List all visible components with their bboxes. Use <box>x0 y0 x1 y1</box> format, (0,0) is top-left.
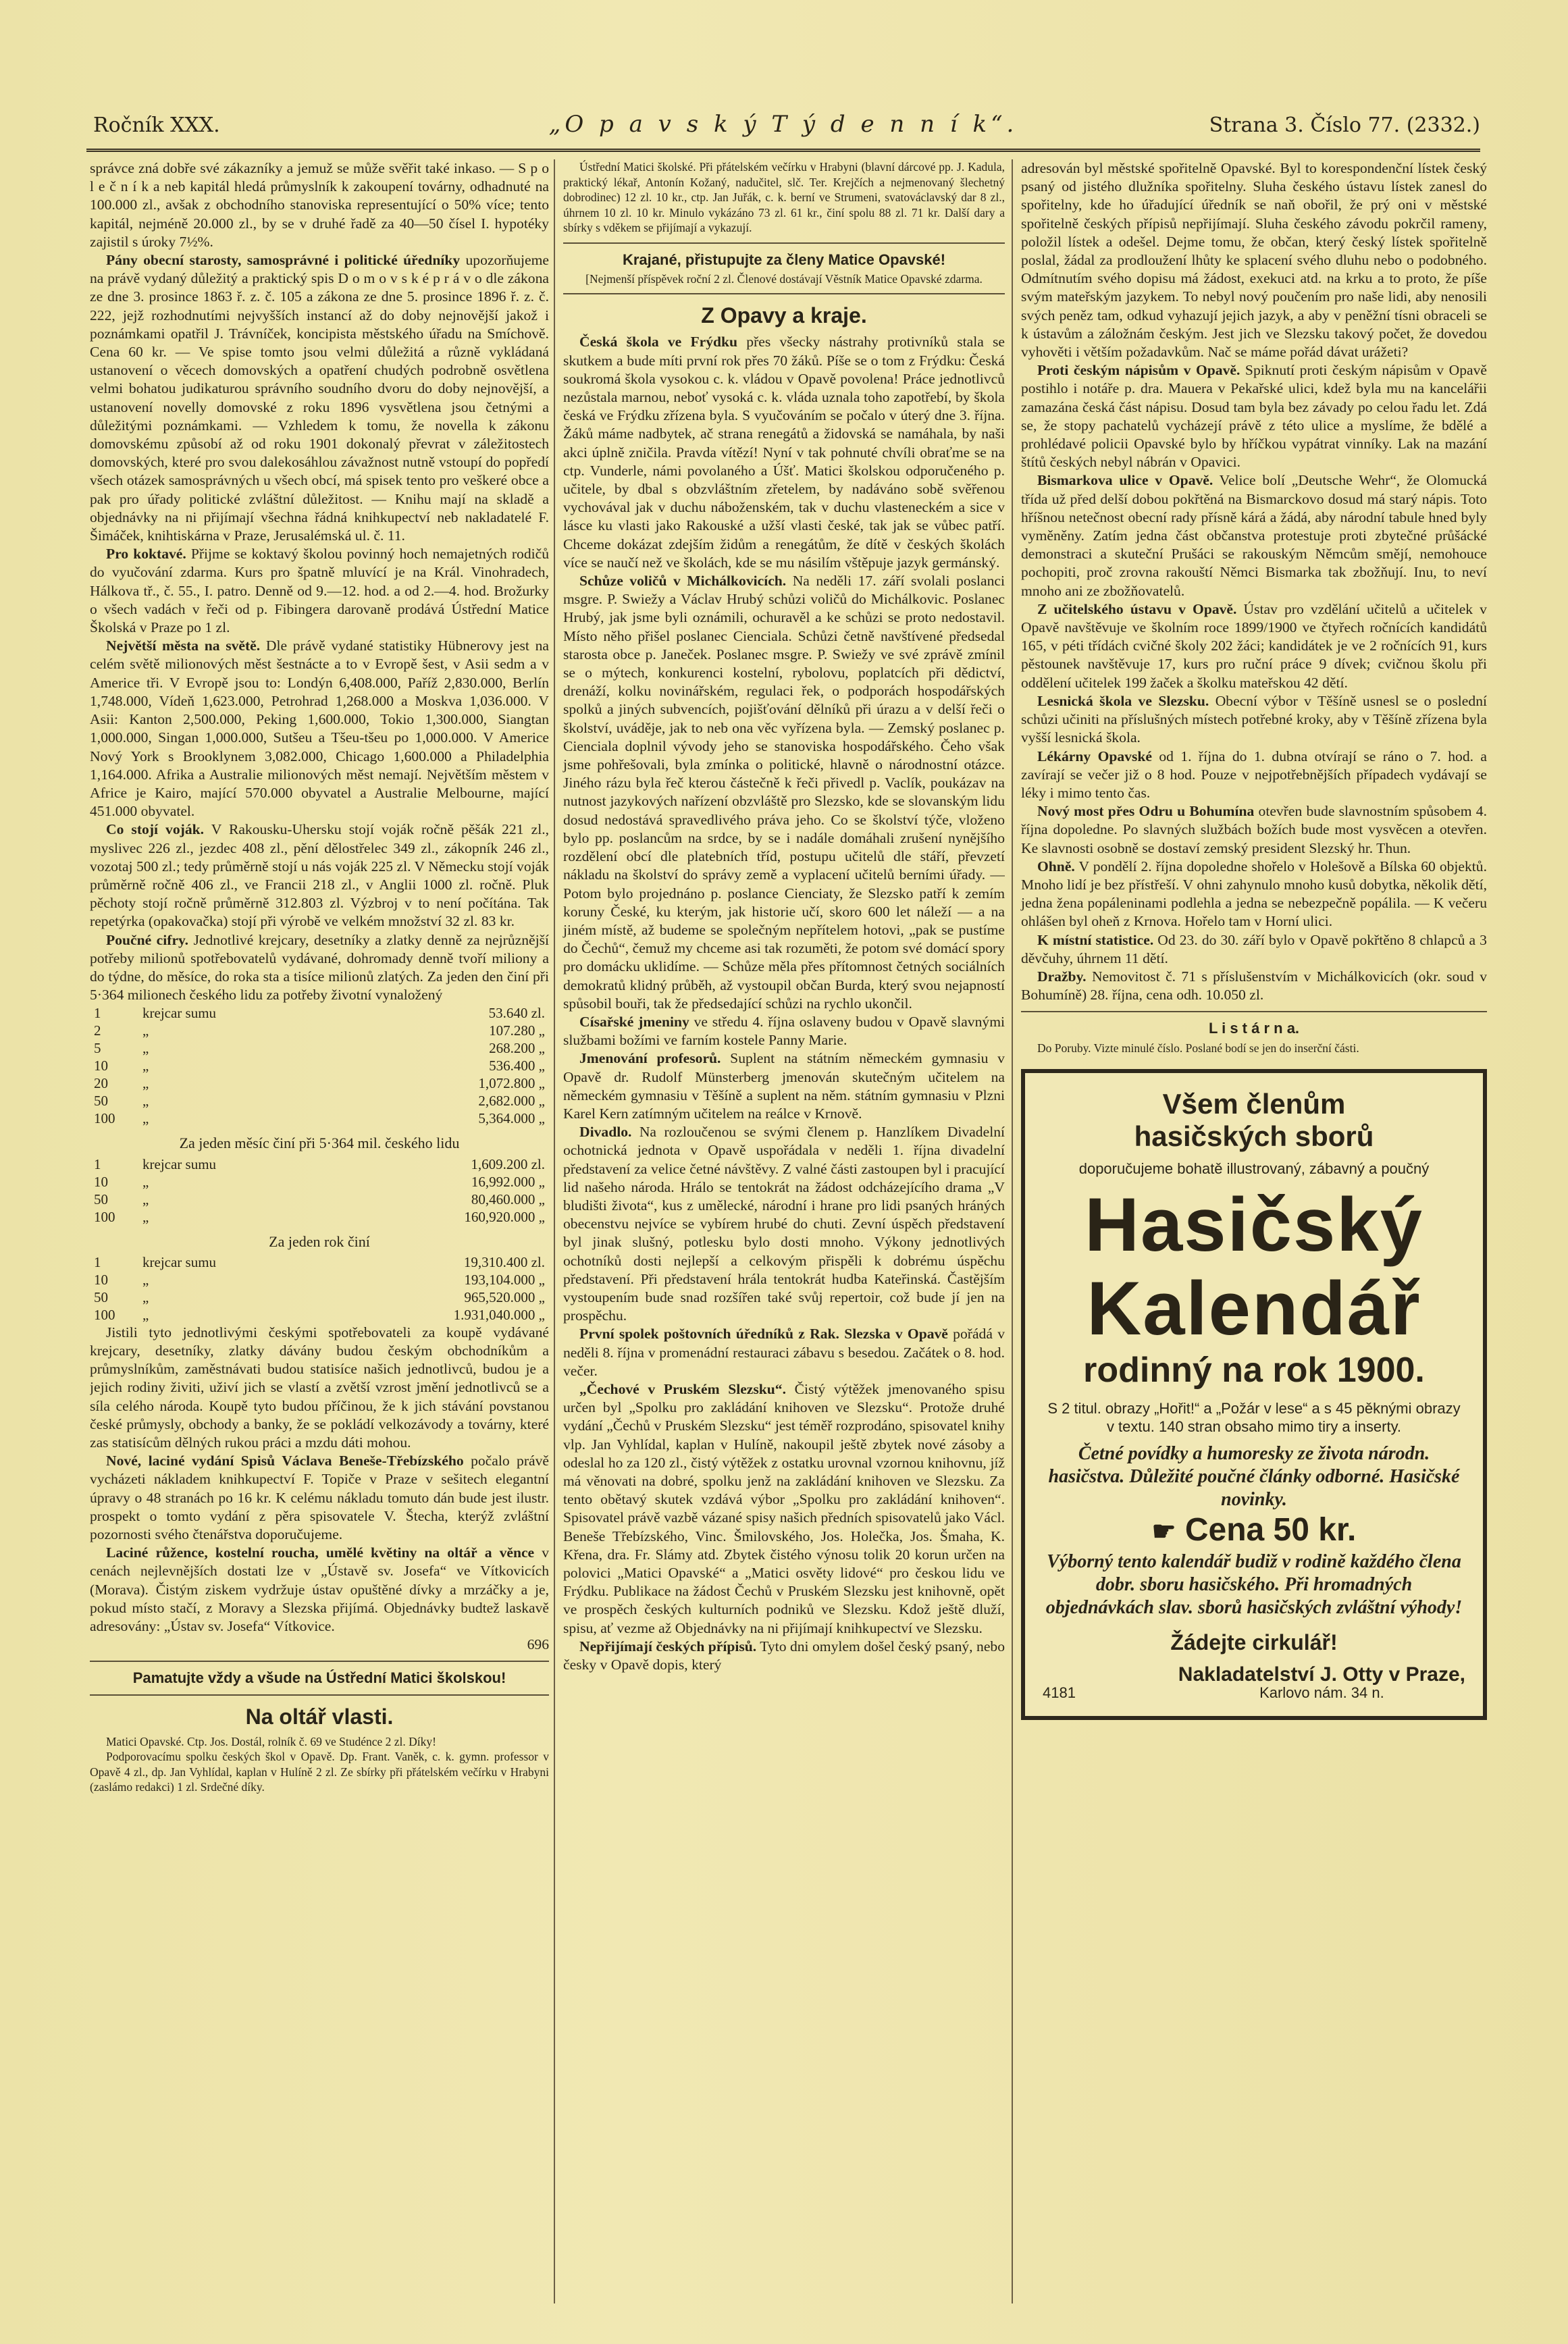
total-cell: 80,460.000 „ <box>471 1191 545 1207</box>
letters-text: Do Poruby. Vizte minulé číslo. Poslané bodí se jen do inserční části. <box>1037 1041 1359 1055</box>
article-text: Na rozloučenou se svými členem p. Hanzlíkem Divadelní ochotnická jednota v Opavě uspořádala v neděli 1. října divadelní představení za velice četné návštěvy. Z valné části zastoupen byl i pracující lid našeho národa. Hrálo se tentokrát na žádost odcházejícího drama „V bludišti života“, kus z umělecké, národní i hrane pro lidi psaných hráných obecenstvu nejvíce se vybírem hrubé do chuti. Zevní úspěch představení byl jinak slušný, potlesku bylo dosti mnoho. Výkony jednotlivých ochotníků dosti nejlepší a celkovým přispěli k dobrému úspěchu představení. Při představení hrála tentokrát hudba Kateřinská. Častějším vystoupením bude snad rozšířen také svůj repertoir, což bude jí jen na prospěchu. <box>563 1124 1005 1324</box>
ad-call: Žádejte cirkulář! <box>1170 1630 1338 1655</box>
total-cell: 107.280 „ <box>489 1022 545 1039</box>
amount-cell: 50 <box>94 1191 108 1207</box>
total-cell: 160,920.000 „ <box>464 1208 545 1225</box>
divider <box>563 293 1005 294</box>
ad-title: Kalendář <box>1087 1266 1421 1351</box>
article <box>1021 968 1487 1004</box>
sum-row <box>90 1039 549 1057</box>
article-text: otevřen bude slavnostním spůsobem 4. října dopoledne. Po slavných službách božích bude most vysvěcen a otevřen. Ke slavnosti osobně se dostaví zemský president Slezský hr. Thun. <box>1021 803 1487 856</box>
article-text: Suplent na státním německém gymnasiu v Opavě dr. Rudolf Münsterberg jmenován skutečným učitelem na německém gymnasiu v Těšíně a suplent na něm. státním gymnasiu v Plzni Karel Kern zatímným učitelem na reálce v Krnově. <box>563 1050 1005 1122</box>
divider <box>90 1694 549 1696</box>
sum-row <box>90 1004 549 1022</box>
article-text: v cenách nejlevnějších dostati lze v „Ústavě sv. Josefa“ ve Vítkovicích (Morava). Čistým ziskem vydržuje ústav opuštěné dívky a mrzáčky a je, pokud místo stačí, z Moravy a Slezska přijímá. Objednávky budtež laskavě adresovány: „Ústav sv. Josefa“ Vítkovice. <box>90 1544 549 1634</box>
total-cell: 19,310.400 zl. <box>463 1253 545 1270</box>
divider <box>563 242 1005 244</box>
amount-cell: 100 <box>94 1208 115 1225</box>
article <box>90 251 549 545</box>
amount-cell: 10 <box>94 1271 108 1288</box>
sum-row <box>90 1173 549 1191</box>
unit-cell: „ <box>142 1306 149 1323</box>
article-text: počalo právě vycházeti nákladem knihkupectví F. Topiče v Praze v sešitech elegantní úpravy o 48 stranách po 16 kr. K celému nákladu tomuto dán bude jest ilustr. prospekt o tomto vydání z pěra spisovatele V. Štecha, kterýž zvláštní pozornosti svého čtenářstva doporučujeme. <box>90 1453 549 1542</box>
sum-table-caption: Za jeden rok činí <box>269 1232 370 1250</box>
amount-cell: 20 <box>94 1075 108 1092</box>
article-headline: Pány obecní starosty, samosprávné i politické úředníky <box>106 252 461 269</box>
sum-table-yearly <box>90 1253 549 1324</box>
article-headline: Poučné cifry. <box>106 931 189 948</box>
appeal-headline: Krajané, přistupujte za členy Matice Opavské! <box>622 251 946 268</box>
unit-cell: krejcar sumu <box>142 1005 217 1022</box>
article-text: Velice bolí „Deutsche Wehr“, že Olomucká třída už před delší dobou pokřtěná na Bismarckovo dosud má starý nápis. Toto hříšnou netečnost obecní rady přísně kárá a žádá, aby národní tabule hned byly vyměněny. Zatím jedna část občanstva protestuje proti zbytečné průšácké demonstraci a skuteční Prušáci se rakouským Němcům smějí, nemohouce pochopiti, proč zrovna rakouští Němci Bismarka tak zbožňují. Inu, to neví mnoho ani ze zbožňovatelů. <box>1021 472 1487 599</box>
article-headline: Nepřijímají českých přípisů. <box>579 1638 757 1655</box>
newspaper-title: „O p a v s k ý T ý d e n n í k“. <box>548 111 1018 138</box>
article <box>90 1452 549 1544</box>
article <box>563 1380 1005 1638</box>
article <box>563 1013 1005 1049</box>
total-cell: 536.400 „ <box>489 1058 545 1074</box>
ad-footer <box>1043 1665 1465 1702</box>
article-headline: Česká škola ve Frýdku <box>579 334 738 350</box>
article <box>90 637 549 821</box>
article-text: V Rakousku-Uhersku stojí voják ročně pěšák 221 zl., myslivec 226 zl., jezdec 408 zl., pění dělostřelec 349 zl., zákopník 246 zl., vozotaj 500 zl.; tedy průměrně stojí u nás voják 225 zl. V Německu stojí voják průměrně ročně 406 zl., ve Francii 218 zl., v Anglii 1000 zl. ročně. Pluk pěchoty stojí ročně průměrně 312.803 zl. Výzbroj v to není počítána. Tak repetýrka (opakovačka) stojí při výrobě ve velkém množství 32 zl. 83 kr. <box>90 821 549 930</box>
article <box>1021 600 1487 692</box>
amount-cell: 1 <box>94 1155 101 1172</box>
total-cell: 2,682.000 „ <box>478 1093 545 1110</box>
article-headline: Pro koktavé. <box>106 546 186 563</box>
article-text: Přijme se koktavý školou povinný hoch nemajetných rodičů do vyučování zdarma. Kurs pro špatně mluvící je na Král. Vinohradech, Hálkova tř., č. 55., I. patro. Denně od 9.—12. hod. a od 2.—4. hod. Brožurky o všech vadách v řeči od p. Fibingera darovaně prodává Ústřední Matice Školská v Praze po 1 zl. <box>90 546 549 636</box>
article-headline: Lékárny Opavské <box>1037 748 1152 764</box>
amount-cell: 100 <box>94 1110 115 1127</box>
article-text: Od 23. do 30. září bylo v Opavě pokřtěno 8 chlapců a 3 děvčuhy, úhrnem 11 dětí. <box>1021 931 1487 966</box>
total-cell: 268.200 „ <box>489 1040 545 1057</box>
section-headline: Na oltář vlasti. <box>245 1704 394 1729</box>
article-text: přes všecky nástrahy protivníků stala se skutkem a bude míti první rok přes 70 žáků. Píše se o tom z Frýdku: Česká soukromá škola vysokou c. k. vládou v Opavě povolena! Práce jednotlivců nezůstala marnou, neboť vysoká c. k. vláda uznala toho zapotřebí, by škola česká ve Frýdku zřízena byla. S vyučováním se počalo v úterý dne 3. října. Žáků máme nadbytek, ač strana renegátů a židovská se namáhala, by naši akci úplně zničila. Pravda vítězí! Nyní v tak pohnuté chvíli obraťme se na ctp. Vunderle, námi povolaného a Úšť. Matici školskou odporučeného p. učitele, by dbal s obzvláštním zřetelem, by nadáváno sobě svěřenou vychovával jak v duchu náboženském, tak v duchu vlasteneckém a sice v lásce ku vlasti jako Rakouské a užší vlasti české, tak jak se vůbec patří. Chceme dokázat zdejším židům a renegátům, že dítě v českých školách více se naučí než ve školách, kde se mu násilím vštěpuje jazyk germánský. <box>563 334 1005 571</box>
total-cell: 1,609.200 zl. <box>471 1155 545 1172</box>
unit-cell: „ <box>142 1093 149 1110</box>
ad-price: Cena 50 kr. <box>1184 1512 1357 1548</box>
amount-cell: 50 <box>94 1288 108 1305</box>
article <box>563 333 1005 572</box>
article-headline: Císařské jmeniny <box>579 1013 689 1030</box>
amount-cell: 10 <box>94 1173 108 1190</box>
article-headline: Lesnická škola ve Slezsku. <box>1037 692 1209 709</box>
ad-publisher: Nakladatelství J. Otty v Praze, <box>1178 1663 1465 1686</box>
amount-cell: 5 <box>94 1040 101 1057</box>
unit-cell: „ <box>142 1040 149 1057</box>
total-cell: 1.931,040.000 „ <box>453 1306 545 1323</box>
total-cell: 53.640 zl. <box>488 1005 545 1022</box>
sum-row <box>90 1191 549 1208</box>
appeal-text: [Nejmenší příspěvek roční 2 zl. Členové dostávají Věstník Matice Opavské zdarma. <box>585 271 983 286</box>
sum-row <box>90 1074 549 1092</box>
article <box>90 1544 549 1636</box>
article-text: Jistili tyto jednotlivými českými spotřebovateli za koupě vydávané krejcary, desetníky, zlatky dávány budou českým obchodníkům a průmyslníkům, zaměstnávati budou statisíce našich jednotlivců, budou je a jejich rodiny živiti, uživí jich se vlastí a zvětší vzrost jmění jednotlivců se a síla celého národa. Koupě tyto budou příčinou, že k jich stávání povstanou české průmysly, obchody a banky, že se pokládí velkozávody a továrny, které zas statisícům dělných rukou práci a mzdu dáti mohou. <box>90 1324 549 1451</box>
ad-publisher-block <box>1178 1665 1465 1702</box>
total-cell: 965,520.000 „ <box>464 1288 545 1305</box>
unit-cell: „ <box>142 1271 149 1288</box>
ad-price-line <box>1043 1512 1465 1548</box>
sum-row <box>90 1057 549 1074</box>
article <box>563 572 1005 1013</box>
article-headline: Ohně. <box>1037 858 1075 875</box>
ad-heading: Všem členům <box>1162 1088 1346 1120</box>
sum-row <box>90 1271 549 1288</box>
total-cell: 1,072.800 „ <box>478 1075 545 1092</box>
sum-row <box>90 1306 549 1324</box>
amount-cell: 1 <box>94 1253 101 1270</box>
article-headline: Co stojí voják. <box>106 821 205 838</box>
ad-subtitle: rodinný na rok 1900. <box>1083 1351 1425 1390</box>
article-headline: Nové, laciné vydání Spisů Václava Beneše-Třebízského <box>106 1453 464 1469</box>
pointing-hand-icon: ☛ <box>1151 1517 1176 1547</box>
article-headline: Nový most přes Odru u Bohumína <box>1037 803 1255 820</box>
article-text: ve středu 4. října oslaveny budou v Opavě slavnými službami božími ve farním kostele Panny Marie. <box>563 1013 1005 1049</box>
unit-cell: „ <box>142 1191 149 1207</box>
article <box>563 1049 1005 1123</box>
divider <box>1021 1011 1487 1012</box>
unit-cell: „ <box>142 1058 149 1074</box>
page-header <box>86 101 1480 152</box>
unit-cell: „ <box>142 1208 149 1225</box>
ad-features: Četné povídky a humoresky ze života národn. hasičstva. Důležité poučné články odborné. Hasičské novinky. <box>1048 1443 1460 1511</box>
total-cell: 193,104.000 „ <box>464 1271 545 1288</box>
article-text: pořádá v neděli 8. října v promenádní restauraci zábavu s besedou. Začátek o 8. hod. večer. <box>563 1326 1005 1379</box>
ad-address: Karlovo nám. 34 n. <box>1259 1684 1384 1702</box>
article-headline: Proti českým nápisům v Opavě. <box>1037 362 1240 379</box>
article <box>1021 471 1487 600</box>
article <box>1021 931 1487 968</box>
article <box>1021 802 1487 858</box>
article-text: Nemovitost č. 71 s příslušenstvím v Michálkovicích (okr. soud v Bohumíně) 28. října, cena odh. 10.050 zl. <box>1021 968 1487 1004</box>
sum-row <box>90 1208 549 1226</box>
article-text: V pondělí 2. října dopoledne shořelo v Holešově a Bílska 60 objektů. Mnoho lidí je bez přístřeší. V ohni zahynulo mnoho kusů dobytka, několik dětí, jedna žena popáleninami podlehla a jedna se nebezpečně popálila. — K večeru ohlášen byl oheň z Krnova. Hořelo tam v Horní ulici. <box>1021 858 1487 930</box>
article-text: Dle právě vydané statistiky Hübnerovy jest na celém světě milionových měst šestnácte a to v Evropě šest, v Asii sedm a v Americe tři. V Evropě jsou to: Londýn 6,408.000, Paříž 2,830.000, Berlín 1,748.000, Vídeň 1,623.000, Petrohrad 1,268.000 a Moskva 1,036.000. V Asii: Kanton 2,500.000, Peking 1,600.000, Tokio 1,300.000, Siangtan 1,000.000, Singan 1,000.000, Sutšeu a Tšeu-tšeu po 1,000.000. V Americe Nový York s Brooklynem 3,082.000, Chicago 1,600.000 a Philadelphia 1,164.000. Afrika a Australie milionových měst nemají. Největším městem v Africe je Kairo, mající 570.000 obyvatel a Australie Melbourne, mající 451.000 obyvatel. <box>90 637 549 820</box>
sum-row <box>90 1022 549 1039</box>
ad-heading: hasičských sborů <box>1134 1120 1374 1153</box>
article <box>1021 692 1487 748</box>
unit-cell: „ <box>142 1173 149 1190</box>
article <box>563 1638 1005 1674</box>
donation-text: Ústřední Matici školské. Při přátelském večírku v Hrabyni (blavní dárcové pp. J. Kadula, praktický lékař, Antonín Kožaný, nadučitel, slč. Ter. Krejčích a nejmenovaný šlechetný dobrodinec) 12 zl. 10 kr., ctp. Jan Juřák, c. k. berní ve Strumeni, svatováclavský dar 8 zl., úhrnem 10 zl. 10 kr. Minulo vykázáno 73 zl. 61 kr., činí spolu 88 zl. 71 kr. Další dary a sbírky s vděkem se přijímají a vykazují. <box>563 160 1005 234</box>
ad-text: doporučujeme bohatě illustrovaný, zábavný a poučný <box>1078 1160 1430 1178</box>
article <box>90 931 549 1005</box>
article-headline: K místní statistice. <box>1037 931 1154 948</box>
article-headline: Bismarkova ulice v Opavě. <box>1037 472 1213 489</box>
article-text: správce zná dobře své zákazníky a jemuž se může svěřit také inkaso. — S p o l e č n í k a neb kapitál hledá průmyslník k zakoupení továrny, odhadnuté na 100.000 zl., avšak z obchodního stanoviska representující o 50% více; tento kapitál, nejméně 20.000 zl., by se v druhé řadě za 40—50 čísel I. hypotéky zajistil s úroky 7½%. <box>90 160 549 250</box>
column-3 <box>1012 159 1487 2303</box>
article <box>90 821 549 931</box>
article-headline: Z učitelského ústavu v Opavě. <box>1037 600 1237 617</box>
ad-code: 4181 <box>1043 1684 1076 1702</box>
page-number: Strana 3. Číslo 77. (2332.) <box>1209 113 1480 137</box>
amount-cell: 10 <box>94 1058 108 1074</box>
article <box>1021 748 1487 803</box>
ad-text: S 2 titul. obrazy „Hořit!“ a „Požár v lese“ a s 45 pěknými obrazy v textu. 140 stran obsaho mimo tiry a inserty. <box>1047 1400 1461 1436</box>
article-text: adresován byl městské spořitelně Opavské. Byl to korespondenční lístek český psaný od jistého dlužníka spořitelny. Sluha českého ústavu lístek zanesl do spořitelny, kde ho úřadující úředník se naň obořil, že prý oni v městské spořitelně českých přípisů nepřijímají. Sluha českého závodu pokrčil rameny, položil lístek a odešel. Dejme tomu, že občan, který český lístek spořitelně poslal, žádal za prodloužení lhůty ke splacení svého dluhu nebo o podobného. Odmítnutím svého dopisu má žádost, exekuci atd. na krku a to proto, že píše svým mateřským jazykem. To nebyl nový poučením pro naše lidi, aby nenosili svých peněz tam, odkud vyhazují jejich jazyk, a aby v peněžní tísni obraceli se k ústavům a záložnám českým. Jest jich ve Slezsku takový počet, že dovedou vyhověti i větším požadavkům. Nač se máme pořád dávat urážeti? <box>1021 160 1487 361</box>
volume-label: Ročník XXX. <box>93 113 220 137</box>
sum-table-daily <box>90 1004 549 1127</box>
article-text: Spiknutí proti českým nápisům v Opavě postihlo i notáře p. dra. Mauera v Pekařské ulici, kdež byla mu na kancelářii zamazána česká část nápisu. Dosud tam byla bez závady po celou řadu let. Zdá se, že stopy pachatelů vycházejí právě z této ulice a myslíme, že bdělé a prohlédavé policii Opavské bylo by hříčkou vypátrat vinníky. Lak na mazání štítů českých nebyl nábrán v Opavici. <box>1021 362 1487 471</box>
sum-row <box>90 1288 549 1306</box>
amount-cell: 100 <box>94 1306 115 1323</box>
column-1 <box>90 159 549 2303</box>
donation-text: Matici Opavské. Ctp. Jos. Dostál, rolník č. 69 ve Studénce 2 zl. Díky! <box>106 1734 436 1748</box>
article-text: Jednotlivé krejcary, desetníky a zlatky denně za nejrůznější potřeby milionů spotřebovatelů vydávané, dohromady denně tvoří miliony a do týdne, do měsíce, do roka sta a tisíce milionů zlatých. Za jeden den činí při 5·364 milionech českého lidu za potřeby životní vynaložený <box>90 931 549 1004</box>
article-headline: Jmenování profesorů. <box>579 1050 721 1067</box>
article-text: Tyto dni omylem došel český psaný, nebo česky v Opavě dopis, který <box>563 1638 1005 1673</box>
article-text: Obecní výbor v Těšíně usnesl se o poslední schůzi učiniti na příslušných místech potřebné kroky, aby v Těšíně zřízena byla vyšší lesnická škola. <box>1021 692 1487 746</box>
article <box>90 545 549 637</box>
article-text: Ústav pro vzdělání učitelů a učitelek v Opavě navštěvuje ve školním roce 1899/1900 ve čtyřech ročnících kandidátů 165, v péti třídách cvičné školy 202 žáci; kandidátek je ve 2 ročnících 91, kurs pěstounek navštěvuje 17, kurs pro ruční práce 9 dívek; cvičnou školu při oddělení učitelek 199 žaček a školku mateřskou 42 dětí. <box>1021 600 1487 691</box>
section-headline: Z Opavy a kraje. <box>701 303 867 328</box>
sum-table-monthly <box>90 1155 549 1226</box>
total-cell: 16,992.000 „ <box>471 1173 545 1190</box>
ad-offer: Výborný tento kalendář budiž v rodině každého člena dobr. sboru hasičského. Při hromadných objednávkách slav. sborů hasičských zvláštní výhody! <box>1045 1551 1463 1619</box>
advertisement-calendar <box>1021 1069 1487 1720</box>
letters-headline: L i s t á r n a. <box>1208 1020 1300 1037</box>
unit-cell: „ <box>142 1075 149 1092</box>
article-headline: Divadlo. <box>579 1124 632 1141</box>
sum-table-caption: Za jeden měsíc činí při 5·364 mil. českého lidu <box>179 1135 460 1152</box>
unit-cell: „ <box>142 1288 149 1305</box>
article-headline: První spolek poštovních úředníků z Rak. Slezska v Opavě <box>579 1326 948 1343</box>
unit-cell: krejcar sumu <box>142 1253 217 1270</box>
article-headline: Laciné růžence, kostelní roucha, umělé květiny na oltář a věnce <box>106 1544 535 1561</box>
article-text: upozorňujeme na právě vydaný důležitý a praktický spis D o m o v s k é p r á v o dle zákona ze dne 3. prosince 1863 ř. z. č. 105 a zákona ze dne 5. prosince 1896 ř. z. č. 222, jejž rozhodnutími nejvyšších instancí až do doby nejnovější jakož i poznámkami opatřil J. Trávníček, koncipista městského úřadu na Smíchově. Cena 60 kr. — Ve spise tomto jsou velmi důležitá a různě vykládaná ustanovení o věcech domovských a opatření chudých podrobně osvětlena velmi bohatou judikaturou správního soudního dvoru do doby nejnovější, a ustanovení novelly domovské z roku 1896 vysvětlena jsou četnými a důležitými poznámkami. — Vzhledem k tomu, že novella k zákonu domovskému způsobí až od roku 1901 dokonalý převrat v záležitostech domovských, které pro svou dalekosáhlou závažnost nutně vstoupí do popředí všech otázek samosprávných u všech obcí, má spisek tento pro veškeré obce a pak pro úřady politické zvláštní důležitost. — Knihu mají na skladě a objednávky na ni přijímají všechna řádná knihkupectví neb nakladatelé F. Šimáček, knihtiskárna v Praze, Jerusalémská ul. č. 11. <box>90 252 549 544</box>
article-text: od 1. října do 1. dubna otvírají se ráno o 7. hod. a zavírají se večer již o 8 hod. Pouze v nejpotřebnějších případech vydávají se léky i mimo tento čas. <box>1021 748 1487 801</box>
article-headline: Největší města na světě. <box>106 637 261 654</box>
article-headline: Dražby. <box>1037 968 1087 985</box>
unit-cell: „ <box>142 1022 149 1039</box>
article <box>1021 858 1487 931</box>
article <box>563 1123 1005 1325</box>
ad-title: Hasičský <box>1084 1182 1423 1268</box>
unit-cell: „ <box>142 1110 149 1127</box>
amount-cell: 50 <box>94 1093 108 1110</box>
sum-row <box>90 1110 549 1127</box>
donation-text: Podporovacímu spolku českých škol v Opavě. Dp. Frant. Vaněk, c. k. gymn. professor v Opavě 4 zl., dp. Jan Vyhlídal, kaplan v Hulíně 2 zl. Ze sbírky při přátelském večírku v Hrabyni (zaslámo redakci) 1 zl. Srdečné díky. <box>90 1750 549 1794</box>
article-text: Čistý výtěžek jmenovaného spisu určen byl „Spolku pro zakládání knihoven ve Slezsku“. Protože druhé vydání „Čechů v Pruském Slezsku“ jest téměř rozprodáno, spisovatel knihy vlp. Jan Vyhlídal, kaplan v Hulíně, nakoupil ještě zbytek nové zásoby a odeslal ho za 120 zl., čistý výtěžek z ostatku urovnal vzornou knihovnu, jíž má věnovati na dobré, spolku jenž na zakládání knihoven ve Slezsku. Za tento obětavý skutek vzdává výbor „Spolku pro zakládání knihoven“. Spisovatel právě vazbě vázané spisy našich předních spisovatelů jako Václ. Beneše Třebízského, Vinc. Šmilovského, Jos. Holečka, Jos. Šmaha, K. Křena, dra. Fr. Slámy atd. Zbytek čistého výnosu tolik 20 korun určen na polovici „Matici Opavské“ a „Matici osvěty lidové“ pro českou lidu ve Frýdku. Publikace na žádost Čechů v Pruském Slezsku jest knihovně, opět ve prospěch českých kulturních podniků ve Slezsku. Kdož ještě dluží, spisu, ať vezme až Objednávky na ni přijímají knihkupectví ve Slezsku. <box>563 1380 1005 1636</box>
unit-cell: krejcar sumu <box>142 1155 217 1172</box>
sum-row <box>90 1155 549 1173</box>
total-cell: 5,364.000 „ <box>478 1110 545 1127</box>
amount-cell: 2 <box>94 1022 101 1039</box>
divider <box>90 1661 549 1662</box>
amount-cell: 1 <box>94 1005 101 1022</box>
sum-row <box>90 1092 549 1110</box>
article-headline: Schůze voličů v Michálkovicích. <box>579 573 787 590</box>
ad-number: 696 <box>527 1636 549 1653</box>
article-text: Na neděli 17. září svolali poslanci msgre. P. Swiežy a Václav Hrubý schůzi voličů do Michálkovic. Poslanec Hrubý, jak jsme byli oznámili, ochuravěl a ke schůzi se proto nedostavil. Místo něho přišel poslanec Cienciala. Schůzi četně navštívené předsedal starosta obce p. Janeček. Poslanec msgre. P. Swiežy ve své zprávě zmínil se o mýtech, konkurenci kostelní, rybolovu, poplatcích při dědictví, drenáží, kolku novinářském, regulaci řek, o podporách hospodářských spolků a jiných subvencích, pojišťování dělníků při úrazu a v delší řeči o školství, uváděje, jak to neb ona věc vyřízena byla. — Zemský poslanec p. Cienciala doplnil vývody jeho se stanoviska hospodářského. Čeho však jsme pohřešovali, byla zmínka o politické, hlavně o národnostní otázce. Jiného rázu byla řeč kterou částečně k řeči přivedl p. Vaclík, poukázav na nutnost jazykových nařízení obzvláště pro Slezsko, kde se slovanským lidu dosud nedostává spravedlivého práva jeho. Co se školství týče, vloženo bylo pp. poslancům na srdce, by se i nadále domáhali zrušení nynějšího rozdělení obcí dle platebních tříd, postupu učitelů dle stáří, převzetí nákladu na školství do správy země a vyplacení učitelů berními úřady. — Potom bylo projednáno p. poslance Cienciaty, že Slezsko patří k zemím koruny České, ku kterým, jak historie učí, skoro 600 let náleží — a na jiném místě, až budeme se společným nepřítelem hotovi, „pak se pustíme do Čechů“, čemuž my chceme asi tak rozuměti, že potom své domácí spory pro domácku uklidíme. — Schůze měla přes přítomnost četných sociálních demokratů klidný průběh, až vystoupil občan Burda, který svou nejapností spůsobil bouři, tak že předsedající schůzi na rychlo ukončil. <box>563 573 1005 1012</box>
article-headline: „Čechové v Pruském Slezsku“. <box>579 1380 786 1397</box>
notice-headline: Pamatujte vždy a všude na Ústřední Matici školskou! <box>132 1669 506 1687</box>
article <box>563 1325 1005 1380</box>
column-2 <box>554 159 1005 2303</box>
sum-row <box>90 1253 549 1271</box>
article <box>1021 361 1487 471</box>
